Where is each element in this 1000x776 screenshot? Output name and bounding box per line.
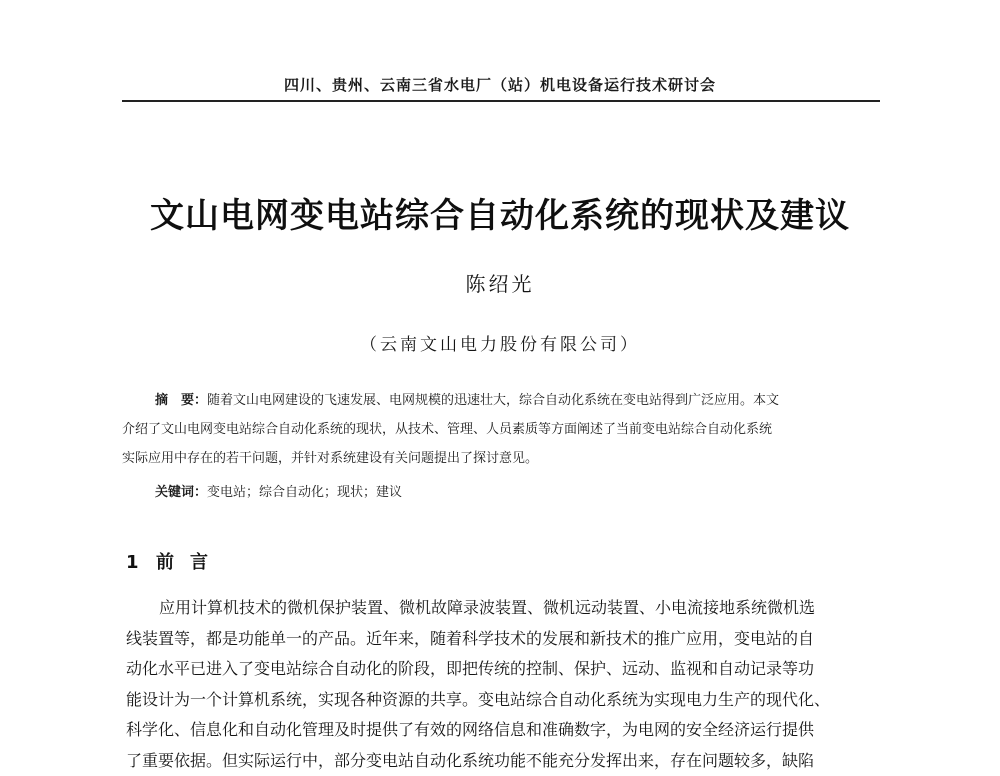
header-rule [122,100,880,102]
body-line: 线装置等，都是功能单一的产品。近年来，随着科学技术的发展和新技术的推广应用，变电站的自 [126,624,886,655]
abstract-label: 摘 要： [155,393,207,408]
abstract-line-text: 随着文山电网建设的飞速发展、电网规模的迅速壮大，综合自动化系统在变电站得到广泛应用。本文 [207,393,779,408]
section-heading [126,548,224,574]
body-paragraph [126,593,886,776]
abstract [122,386,880,473]
keywords [155,478,402,507]
body-line: 能设计为一个计算机系统，实现各种资源的共享。变电站综合自动化系统为实现电力生产的现代化、 [126,685,886,716]
abstract-line: 实际应用中存在的若干问题，并针对系统建设有关问题提出了探讨意见。 [122,444,880,473]
body-line: 科学化、信息化和自动化管理及时提供了有效的网络信息和准确数字，为电网的安全经济运行提供 [126,715,886,746]
section-title: 前言 [156,552,224,573]
author-affiliation: （云南文山电力股份有限公司） [0,330,1000,355]
keywords-text: 变电站；综合自动化；现状；建议 [207,485,402,500]
running-header: 四川、贵州、云南三省水电厂（站）机电设备运行技术研讨会 [0,74,1000,95]
paper-title: 文山电网变电站综合自动化系统的现状及建议 [0,188,1000,237]
body-line: 应用计算机技术的微机保护装置、微机故障录波装置、微机远动装置、小电流接地系统微机选 [126,593,886,624]
abstract-line: 介绍了文山电网变电站综合自动化系统的现状，从技术、管理、人员素质等方面阐述了当前变电站综合自动化系统 [122,415,880,444]
abstract-line [122,386,880,415]
body-line: 了重要依据。但实际运行中，部分变电站自动化系统功能不能充分发挥出来，存在问题较多，缺陷 [126,746,886,776]
author-name: 陈绍光 [0,268,1000,297]
keywords-label: 关键词： [155,485,207,500]
section-number: 1 [126,552,156,573]
body-line: 动化水平已进入了变电站综合自动化的阶段，即把传统的控制、保护、远动、监视和自动记录等功 [126,654,886,685]
